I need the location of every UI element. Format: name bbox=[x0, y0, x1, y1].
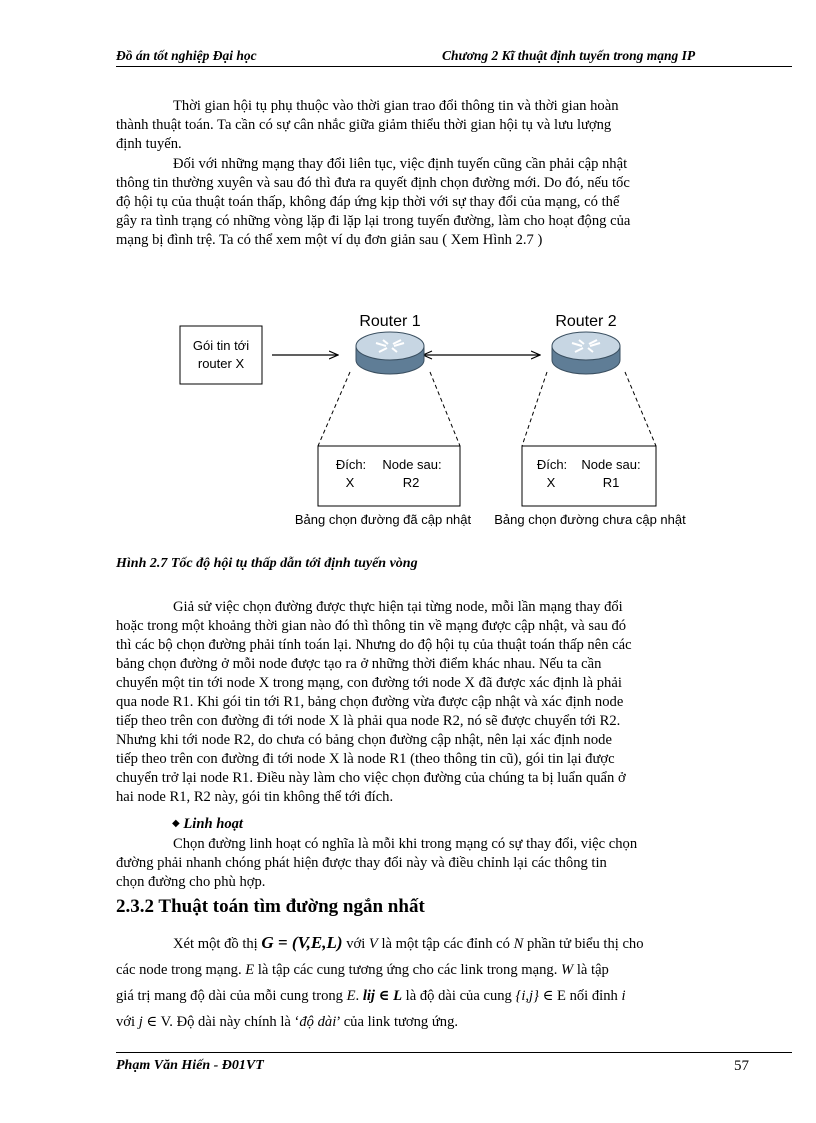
para3-line: chuyển trở lại node R1. Điều này làm cho việc chọn đường của chúng ta bị luẩn quẩn ở bbox=[116, 770, 626, 786]
formula-lij: lij ∈ L bbox=[362, 988, 403, 1004]
diamond-bullet-icon: ◆ bbox=[172, 818, 180, 829]
router1-icon bbox=[356, 332, 424, 374]
para2-line: gây ra tình trạng có những vòng lặp đi lặp lại trong tuyến đường, làm cho hoạt động của bbox=[116, 213, 631, 229]
para3-line: thì các bộ chọn đường phải tính toán lại. Nhưng do độ hội tụ của thuật toán thấp nên các bbox=[116, 637, 632, 653]
symbol-e: E bbox=[245, 962, 255, 978]
source-box-line-1: Gói tin tới bbox=[192, 338, 250, 353]
para2-line: mạng bị đình trệ. Ta có thể xem một ví dụ đơn giản sau ( Xem Hình 2.7 ) bbox=[116, 232, 543, 248]
routing-table-1 bbox=[318, 446, 460, 506]
routing-table-2 bbox=[522, 446, 656, 506]
text: các node trong mạng. bbox=[116, 962, 246, 978]
text: phần tử biểu thị cho bbox=[523, 936, 644, 952]
table1-header-dest: Đích: bbox=[335, 457, 367, 472]
header-right: Chương 2 Kĩ thuật định tuyến trong mạng IP bbox=[442, 48, 696, 63]
router2-label: Router 2 bbox=[555, 313, 617, 330]
table1-header-next: Node sau: bbox=[382, 457, 442, 472]
para5-line-4 bbox=[116, 1009, 754, 1035]
table2-value-dest: X bbox=[546, 475, 556, 490]
para5-line-2 bbox=[116, 957, 754, 983]
source-packet-box bbox=[180, 326, 262, 384]
para2-line: Đối với những mạng thay đổi liên tục, việc định tuyến cũng cần phải cập nhật bbox=[173, 156, 628, 172]
para3-line: bảng chọn đường ở mỗi node được tạo ra ở những thời điểm khác nhau. Nếu ta cần bbox=[116, 656, 602, 672]
emphasis-length: độ dài bbox=[299, 1014, 337, 1030]
para3-line: tiếp theo trên con đường đi tới node X là phải qua node R2, nó sẽ được chuyển tới R2. bbox=[116, 713, 621, 729]
header-left: Đồ án tốt nghiệp Đại học bbox=[116, 48, 257, 63]
router2-icon bbox=[552, 332, 620, 374]
table1-value-next: R2 bbox=[402, 475, 420, 490]
text: ∈ V. Độ dài này chính là ‘ bbox=[142, 1014, 300, 1030]
text: giá trị mang độ dài của mỗi cung trong bbox=[116, 988, 347, 1004]
page-number: 57 bbox=[734, 1058, 749, 1074]
text: ’ của link tương ứng. bbox=[336, 1014, 459, 1030]
pair-ij: {i,j} bbox=[515, 988, 539, 1004]
para1-line: thành thuật toán. Ta cần có sự cân nhắc giữa giảm thiểu thời gian hội tụ và lưu lượng bbox=[116, 117, 612, 133]
table1-caption: Bảng chọn đường đã cập nhật bbox=[294, 512, 472, 527]
para1-line: định tuyến. bbox=[116, 136, 182, 152]
paragraph-3 bbox=[116, 598, 754, 807]
paragraph-5 bbox=[116, 930, 754, 1035]
para3-line: Nhưng khi tới node R2, do chưa có bảng chọn đường cập nhật, nên lại xác định node bbox=[116, 732, 612, 748]
para3-line: chuyển một tin tới node X trong mạng, con đường tới node X đã được xác định là phải bbox=[116, 675, 622, 691]
dash-r2-left bbox=[522, 372, 547, 446]
para4-line: chọn đường cho phù hợp. bbox=[116, 874, 266, 890]
para1-line: Thời gian hội tụ phụ thuộc vào thời gian trao đổi thông tin và thời gian hoàn bbox=[173, 98, 619, 114]
router1-label: Router 1 bbox=[359, 313, 421, 330]
text: với bbox=[342, 936, 369, 952]
para2-line: thông tin thường xuyên và sau đó thì đưa ra quyết định chọn đường mới. Do đó, nếu tốc bbox=[116, 175, 630, 191]
figure-caption: Hình 2.7 Tốc độ hội tụ thấp dẫn tới định tuyến vòng bbox=[116, 556, 418, 571]
para3-line: hoặc trong một khoảng thời gian nào đó thì thông tin về mạng được cập nhật, và sau đó bbox=[116, 618, 627, 634]
routing-loop-figure bbox=[0, 0, 816, 540]
text: . bbox=[355, 988, 363, 1004]
section-heading: 2.3.2 Thuật toán tìm đường ngắn nhất bbox=[116, 896, 425, 917]
text: là một tập các đỉnh có bbox=[377, 936, 514, 952]
table2-value-next: R1 bbox=[602, 475, 620, 490]
para5-line-3 bbox=[116, 983, 754, 1009]
table2-caption: Bảng chọn đường chưa cập nhật bbox=[494, 512, 686, 527]
symbol-n: N bbox=[513, 936, 524, 952]
para3-line: Giả sử việc chọn đường được thực hiện tại từng node, mỗi lần mạng thay đổi bbox=[173, 599, 623, 615]
dash-r1-right bbox=[430, 372, 460, 446]
para3-line: qua node R1. Khi gói tin tới R1, bảng chọn đường vừa được cập nhật và xác định node bbox=[116, 694, 624, 710]
footer-author: Phạm Văn Hiến - Đ01VT bbox=[116, 1058, 264, 1073]
bullet-heading-text: Linh hoạt bbox=[183, 816, 243, 832]
symbol-e: E bbox=[346, 988, 356, 1004]
symbol-i: i bbox=[621, 988, 626, 1004]
para4-line: đường phải nhanh chóng phát hiện được thay đổi này và điều chỉnh lại các thông tin bbox=[116, 855, 607, 871]
text: là độ dài của cung bbox=[402, 988, 516, 1004]
table2-header-dest: Đích: bbox=[536, 457, 568, 472]
table1-value-dest: X bbox=[345, 475, 355, 490]
para2-line: độ hội tụ của thuật toán thấp, không đáp ứng kịp thời với sự thay đổi của mạng, có thể bbox=[116, 194, 620, 210]
text: là tập các cung tương ứng cho các link trong mạng. bbox=[254, 962, 562, 978]
formula-graph: G = (V,E,L) bbox=[261, 933, 343, 952]
symbol-j: j bbox=[138, 1014, 143, 1030]
text: với bbox=[116, 1014, 139, 1030]
text: là tập bbox=[573, 962, 609, 978]
footer-rule bbox=[116, 1052, 792, 1053]
dash-r1-left bbox=[318, 372, 350, 446]
text: ∈ E nối đỉnh bbox=[538, 988, 622, 1004]
symbol-v: V bbox=[368, 936, 378, 952]
para3-line: hai node R1, R2 này, gói tin không thể tới đích. bbox=[116, 789, 394, 805]
para4-line: Chọn đường linh hoạt có nghĩa là mỗi khi trong mạng có sự thay đổi, việc chọn bbox=[173, 836, 638, 852]
symbol-w: W bbox=[561, 962, 574, 978]
paragraph-4 bbox=[116, 835, 754, 892]
bullet-heading bbox=[172, 816, 243, 833]
dash-r2-right bbox=[625, 372, 656, 446]
text: Xét một đồ thị bbox=[173, 936, 262, 952]
para5-line-1 bbox=[116, 930, 754, 957]
table2-header-next: Node sau: bbox=[581, 457, 641, 472]
para3-line: tiếp theo trên con đường đi tới node X là node R1 (theo thông tin cũ), gói tin lại được bbox=[116, 751, 615, 767]
source-box-line-2: router X bbox=[197, 356, 245, 371]
